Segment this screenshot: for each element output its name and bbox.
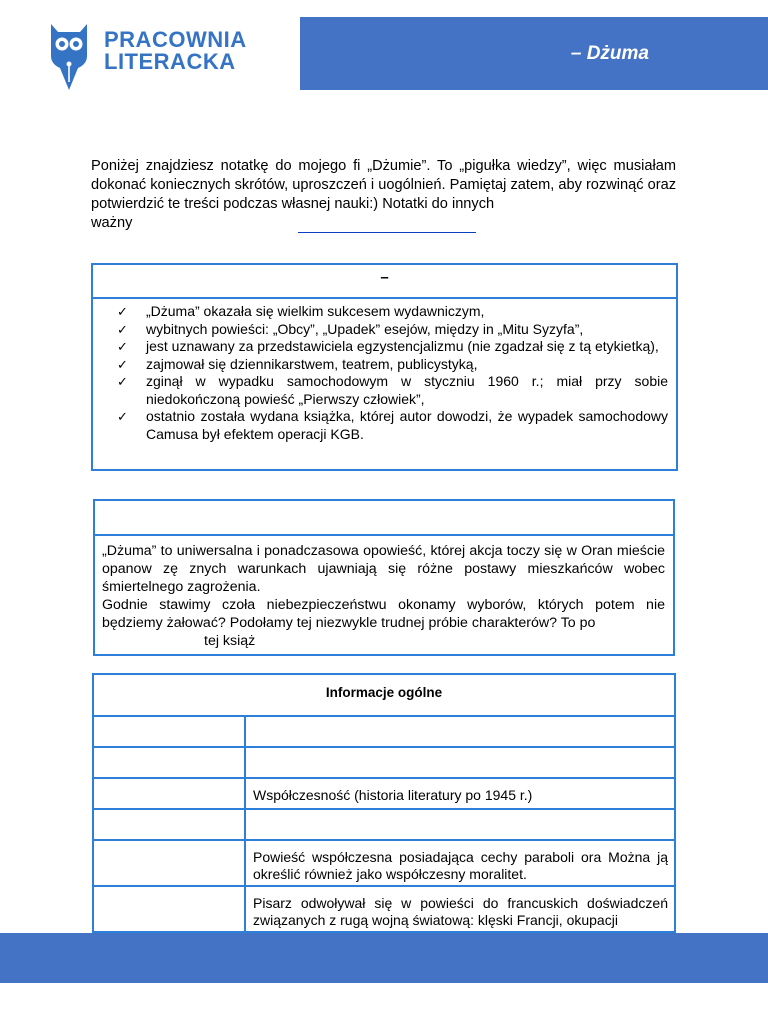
summary-paragraph: tej książ <box>204 633 256 649</box>
row-label <box>93 778 245 809</box>
row-label <box>93 840 245 886</box>
info-table <box>92 673 676 933</box>
footer-bar <box>0 933 768 983</box>
summary-paragraph: Godnie stawimy czoła niebezpieczeństwu okonamy wyborów, których potem nie będziemy żałować? Podołamy tej niezwykle trudnej próbie charakterów? To po <box>102 597 665 631</box>
checkmark-icon: ✓ <box>117 321 128 337</box>
checkmark-icon: ✓ <box>117 374 128 389</box>
intro-text-end: ważny <box>91 215 133 231</box>
checkmark-icon: ✓ <box>117 409 128 424</box>
title-bar <box>300 17 768 90</box>
row-value: Pisarz odwoływał się w powieści do francuskich doświadczeń związanych z rugą wojną światową: klęski Francji, okupacji <box>245 886 675 932</box>
row-label <box>93 886 245 932</box>
owl-pen-icon <box>48 20 90 92</box>
page-title: – Dżuma <box>570 43 649 64</box>
table-row <box>93 716 675 747</box>
intro-text: Poniżej znajdziesz notatkę do mojego fi „Dżumie”. To „pigułka wiedzy”, więc musiałam dokonać koniecznych skrótów, uproszczeń i uogólnień. Pamiętaj zatem, aby rozwinąć oraz potwierdzić te treści podczas własnej nauki:) Notatki do innych <box>91 158 676 212</box>
table-header-row <box>93 674 675 716</box>
author-facts-list <box>93 303 676 443</box>
row-label <box>93 809 245 840</box>
list-item: ✓ wybitnych powieści: „Obcy”, „Upadek” esejów, między in „Mitu Syzyfa”, <box>117 320 584 337</box>
summary-body <box>95 536 673 650</box>
row-value <box>245 809 675 840</box>
row-value <box>245 747 675 778</box>
row-label <box>93 716 245 747</box>
list-item: ✓ „Dżuma” okazała się wielkim sukcesem wydawniczym, <box>117 303 485 319</box>
row-label <box>93 747 245 778</box>
logo <box>48 20 268 92</box>
table-row <box>93 778 675 809</box>
list-item: ✓ zginął w wypadku samochodowym w styczniu 1960 r.; miał przy sobie niedokończoną powieść „Pierwszy człowiek”, <box>117 373 668 407</box>
table-row <box>93 809 675 840</box>
intro-paragraph <box>91 157 676 233</box>
table-title: Informacje ogólne <box>93 674 675 716</box>
list-item: ✓ jest uznawany za przedstawiciela egzystencjalizmu (nie zgadzał się z tą etykietką), <box>117 338 659 354</box>
logo-line2: LITERACKA <box>104 49 236 74</box>
list-item: ✓ ostatnio została wydana książka, której autor dowodzi, że wypadek samochodowy Camusa był efektem operacji KGB. <box>117 408 668 442</box>
hyperlink-underline[interactable] <box>298 232 476 233</box>
checkmark-icon: ✓ <box>117 356 128 372</box>
row-value: Współczesność (historia literatury po 1945 r.) <box>245 778 675 809</box>
checkmark-icon: ✓ <box>117 339 128 354</box>
author-facts-header: – <box>93 265 676 299</box>
summary-box <box>93 499 675 656</box>
row-value <box>245 716 675 747</box>
summary-paragraph: „Dżuma” to uniwersalna i ponadczasowa opowieść, której akcja toczy się w Oran mieście opanow zę znych warunkach ujawniają się różne postawy mieszkańców wobec śmiertelnego zagrożenia. <box>102 543 665 595</box>
checkmark-icon: ✓ <box>117 304 128 319</box>
summary-header <box>95 501 673 536</box>
author-facts-box <box>91 263 678 471</box>
list-item: ✓ zajmował się dziennikarstwem, teatrem, publicystyką, <box>117 355 478 372</box>
logo-line1: PRACOWNIA <box>104 27 247 52</box>
table-row <box>93 840 675 886</box>
table-row <box>93 886 675 932</box>
table-row <box>93 747 675 778</box>
row-value: Powieść współczesna posiadająca cechy paraboli ora Można ją określić również jako współczesny moralitet. <box>245 840 675 886</box>
